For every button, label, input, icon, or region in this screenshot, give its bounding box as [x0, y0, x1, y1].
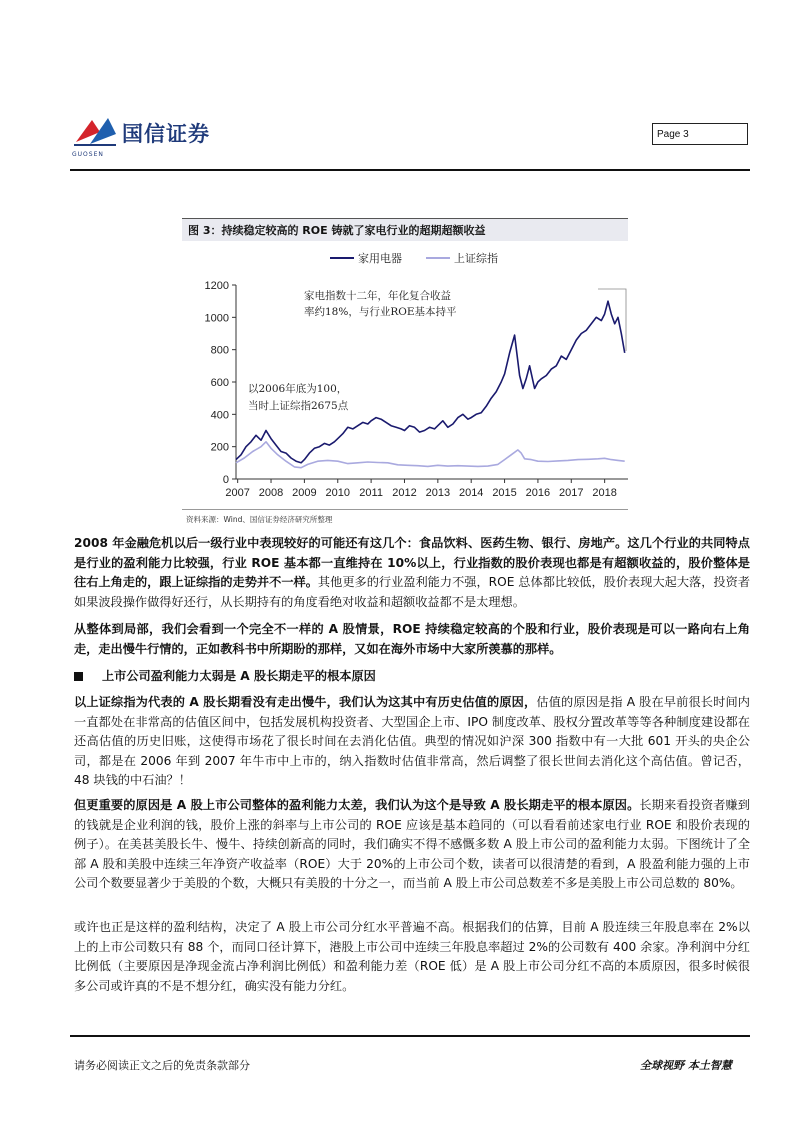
- y-tick-label: 200: [210, 441, 229, 454]
- chart-annotations: [248, 289, 626, 412]
- y-tick-label: 1200: [204, 280, 229, 292]
- annotation-line-3: 以2006年底为100，: [248, 383, 348, 395]
- y-tick-label: 400: [210, 409, 229, 422]
- page-number: Page 3: [652, 123, 748, 145]
- x-tick-label: 2015: [492, 487, 517, 499]
- legend-label-sse: 上证综指: [454, 252, 498, 265]
- x-tick-label: 2009: [292, 487, 317, 499]
- x-tick-label: 2010: [325, 487, 350, 499]
- brand-sub: GUOSEN: [72, 151, 104, 158]
- y-tick-label: 600: [210, 377, 229, 389]
- brand-logo-icon: [72, 114, 118, 148]
- x-tick-label: 2012: [392, 487, 417, 499]
- chart-legend: [330, 251, 498, 265]
- x-tick-label: 2007: [225, 487, 250, 499]
- y-tick-label: 1000: [204, 312, 229, 325]
- x-tick-label: 2008: [258, 487, 284, 499]
- y-tick-label: 0: [222, 474, 229, 486]
- paragraph-2008-bold: 2008 年金融危机以后一级行业中表现较好的可能还有这几个：食品饮料、医药生物、银行、房地产。这几个行业的共同特点是行业的盈利能力比较强，行业 ROE 基本都一直维持在 10%以上，行业指数的股价表现也都是有超额收益的，股价整体是往右上角走的，跟上证综指的走势并不一样。: [74, 536, 750, 590]
- figure-bottom-rule: [182, 509, 628, 510]
- x-tick-label: 2017: [559, 487, 584, 499]
- footer-rule: [70, 1035, 750, 1037]
- legend-label-home-appliances: 家用电器: [358, 252, 402, 265]
- paragraph-profitability: [74, 796, 750, 894]
- section-bullet-icon: [74, 672, 83, 681]
- series-line-sse: [236, 442, 625, 468]
- annotation-line-1: 家电指数十二年，年化复合收益: [304, 290, 451, 302]
- x-tick-label: 2011: [359, 487, 383, 499]
- figure-title: 图 3：持续稳定较高的 ROE 铸就了家电行业的超期超额收益: [188, 224, 486, 237]
- footer-disclaimer: 请务必阅读正文之后的免责条款部分: [74, 1059, 250, 1072]
- paragraph-2008: [74, 534, 750, 612]
- paragraph-valuation-bold: 以上证综指为代表的 A 股长期看没有走出慢牛，我们认为这其中有历史估值的原因，: [74, 695, 537, 709]
- paragraph-valuation: [74, 693, 750, 791]
- paragraph-dividend: [74, 918, 750, 996]
- paragraph-whole-to-part: [74, 620, 750, 659]
- paragraph-profitability-bold: 但更重要的原因是 A 股上市公司整体的盈利能力太差，我们认为这个是导致 A 股长期走平的根本原因。: [74, 798, 640, 812]
- y-tick-label: 800: [210, 344, 229, 357]
- paragraph-valuation-rest: 估值的原因是指 A 股在早前很长时间内一直都处在非常高的估值区间中，包括发展机构投资者、大型国企上市、IPO 制度改革、股权分置改革等等各种制度建设都在还高估值的历史旧账，这使得市场花了很长时间在去消化估值。典型的情况如沪深 300 指数中有一大批 601 开头的央企公司，都是在 2006 年到 2007 年牛市中上市的，纳入指数时估值非常高，然后调整了很长世间去消化这个高估值。曾记否，48 块钱的中石油？！: [74, 695, 750, 788]
- annotation-line-2: 率约18%，与行业ROE基本持平: [304, 306, 457, 318]
- section-heading: 上市公司盈利能力太弱是 A 股长期走平的根本原因: [102, 669, 376, 683]
- figure-source: 资料来源：Wind、国信证券经济研究所整理: [186, 515, 333, 524]
- paragraph-dividend-text: 或许也正是这样的盈利结构，决定了 A 股上市公司分红水平普遍不高。根据我们的估算，目前 A 股连续三年股息率在 2%以上的上市公司数只有 88 个，而同口径计算下，港股上市公司中连续三年股息率超过 2%的公司数有 400 余家。净利润中分红比例低（主要原因是净现金流占净利润比例低）和盈利能力差（ROE 低）是 A 股上市公司分红不高的本质原因，很多时候很多公司或许真的不是不想分红，确实没有能力分红。: [74, 920, 750, 993]
- x-tick-label: 2013: [425, 487, 451, 499]
- header-rule: [70, 169, 750, 171]
- paragraph-profitability-rest: 长期来看投资者赚到的钱就是企业利润的钱，股价上涨的斜率与上市公司的 ROE 应该是基本趋同的（可以看看前述家电行业 ROE 和股价表现的例子）。在美甚美股长牛、慢牛、持续创新高的同时，我们确实不得不感慨多数 A 股上市公司的盈利能力太弱。下图统计了全部 A 股和美股中连续三年净资产收益率（ROE）大于 20%的上市公司个数，读者可以很清楚的看到，A 股盈利能力强的上市公司个数要显著少于美股的个数，大概只有美股的十分之一，而当前 A 股上市公司总数差不多是美股上市公司总数的 80%。: [74, 798, 750, 891]
- x-tick-label: 2016: [525, 487, 551, 499]
- x-tick-label: 2018: [592, 487, 617, 499]
- annotation-line-4: 当时上证综指2675点: [248, 400, 349, 412]
- series-line-home-appliances: [236, 301, 625, 463]
- brand-name: 国信证券: [122, 121, 210, 146]
- paragraph-2008-rest: 其他更多的行业盈利能力不强，ROE 总体都比较低，股价表现大起大落，投资者如果波段操作做得好还行，从长期持有的角度看绝对收益和超额收益都不是太理想。: [74, 575, 751, 609]
- line-chart: [182, 243, 628, 507]
- paragraph-whole-bold: 从整体到局部，我们会看到一个完全不一样的 A 股情景，ROE 持续稳定较高的个股和行业，股价表现是可以一路向右上角走，走出慢牛行情的，正如教科书中所期盼的那样，又如在海外市场中大家所羡慕的那样。: [74, 622, 750, 656]
- footer-slogan: 全球视野 本土智慧: [640, 1059, 732, 1072]
- x-tick-label: 2014: [458, 487, 484, 499]
